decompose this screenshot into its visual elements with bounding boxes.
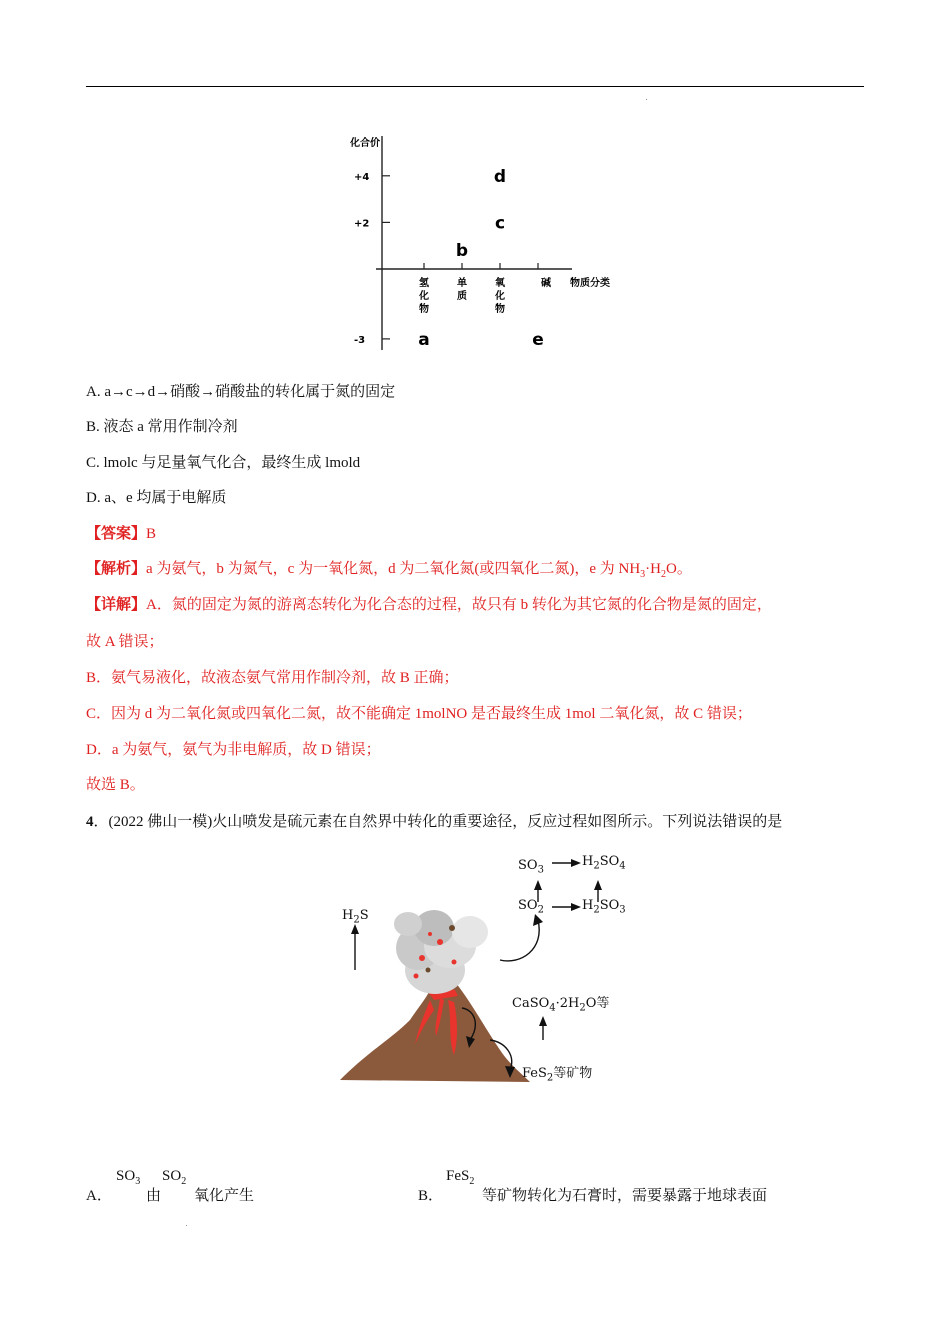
h2so3-sub2: 3 bbox=[619, 904, 626, 916]
detail-line-4: C．因为 d 为二氧化氮或四氧化二氮，故不能确定 1molNO 是否最终生成 1mol 二氧化氮，故 C 错误； bbox=[86, 706, 752, 722]
detail-tag: 【详解】 bbox=[86, 597, 147, 613]
label-h2s bbox=[342, 908, 369, 926]
optB-f-sub: 2 bbox=[469, 1176, 475, 1187]
detail-line-6: 故选 B。 bbox=[86, 777, 145, 793]
h2so4-h: H bbox=[582, 854, 594, 869]
valence-chart bbox=[340, 128, 620, 353]
h2so3-h: H bbox=[582, 898, 594, 913]
point-b: b bbox=[455, 241, 469, 261]
detail-line-2: 故 A 错误； bbox=[86, 634, 164, 650]
fes2-text: FeS bbox=[522, 1066, 547, 1081]
label-caso4 bbox=[512, 992, 609, 1014]
footer-dot bbox=[186, 1225, 187, 1226]
q3-option-b: B. 液态 a 常用作制冷剂 bbox=[86, 419, 238, 435]
optA-f1: SO bbox=[116, 1168, 136, 1184]
optA-label: A． bbox=[86, 1188, 112, 1204]
analysis-tag: 【解析】 bbox=[86, 561, 147, 577]
h2so4-mid: SO bbox=[599, 854, 620, 869]
h2so3-sub1: 2 bbox=[593, 904, 600, 916]
answer-value: B bbox=[146, 526, 157, 542]
optB-formula bbox=[446, 1168, 474, 1187]
x-category-label: 氧化物 bbox=[495, 278, 505, 315]
volcano-art bbox=[330, 850, 630, 1090]
q4-option-a bbox=[86, 1168, 386, 1208]
point-c: c bbox=[494, 213, 506, 234]
label-fes2 bbox=[522, 1062, 592, 1084]
optB-post: 等矿物转化为石膏时，需要暴露于地球表面 bbox=[482, 1188, 768, 1204]
y-tick-label: +2 bbox=[354, 218, 370, 230]
analysis-sub: 3 bbox=[640, 569, 646, 580]
header-rule bbox=[86, 86, 864, 87]
header-dot bbox=[646, 99, 647, 100]
caso4-post: O等 bbox=[585, 996, 610, 1011]
h2s-h: H bbox=[342, 908, 354, 923]
optA-mid: 由 bbox=[146, 1188, 162, 1204]
point-a: a bbox=[418, 329, 430, 350]
fes2-post: 等矿物 bbox=[553, 1066, 593, 1081]
detail-line-5: D．a 为氨气，氨气为非电解质，故 D 错误； bbox=[86, 742, 381, 758]
so2-text: SO bbox=[518, 898, 538, 913]
h2so3-mid: SO bbox=[599, 898, 620, 913]
optA-f2-sub: 2 bbox=[181, 1176, 187, 1187]
optA-formula1 bbox=[116, 1168, 140, 1187]
point-e: e bbox=[532, 329, 544, 350]
label-so2 bbox=[518, 898, 544, 916]
analysis-line bbox=[86, 559, 692, 585]
label-h2so4 bbox=[582, 854, 626, 872]
x-category-label: 氢化物 bbox=[419, 278, 429, 315]
y-tick-label: +4 bbox=[354, 171, 370, 183]
analysis-sub: 2 bbox=[660, 569, 666, 580]
y-ticks bbox=[354, 172, 390, 346]
optA-formula2 bbox=[162, 1168, 186, 1187]
x-category-label: 碱 bbox=[541, 278, 551, 289]
h2so4-sub2: 4 bbox=[619, 860, 626, 872]
h2s-s: S bbox=[359, 908, 369, 923]
so3-sub: 3 bbox=[537, 864, 544, 876]
caso4-mid: ·2H bbox=[555, 996, 580, 1011]
x-categories bbox=[418, 263, 551, 315]
fes2-sub: 2 bbox=[546, 1072, 554, 1084]
caso4-text: CaSO bbox=[512, 996, 550, 1011]
detail-line-1 bbox=[86, 595, 772, 615]
x-category-label: 单质 bbox=[457, 278, 467, 302]
q3-option-a: A. a→c→d→硝酸→硝酸盐的转化属于氮的固定 bbox=[86, 384, 396, 400]
optA-f2: SO bbox=[162, 1168, 182, 1184]
point-d: d bbox=[493, 166, 507, 187]
detail-text: A．氮的固定为氮的游离态转化为化合态的过程，故只有 b 转化为其它氮的化合物是氮的固定， bbox=[146, 597, 772, 613]
volcano-sulfur-diagram bbox=[330, 850, 630, 1090]
q4-number: 4 bbox=[86, 814, 94, 830]
optB-f: FeS bbox=[446, 1168, 470, 1184]
analysis-mid: ·H bbox=[645, 561, 661, 577]
answer-line bbox=[86, 524, 156, 544]
h2so4-sub1: 2 bbox=[593, 860, 600, 872]
caso4-sub: 4 bbox=[549, 1002, 556, 1014]
so3-text: SO bbox=[518, 858, 538, 873]
detail-line-3: B．氨气易液化，故液态氨气常用作制冷剂，故 B 正确； bbox=[86, 670, 459, 686]
h2s-sub: 2 bbox=[353, 914, 360, 926]
analysis-text: a 为氨气，b 为氮气，c 为一氧化氮，d 为二氧化氮(或四氧化二氮)，e 为 NH bbox=[146, 561, 641, 577]
label-so3 bbox=[518, 858, 544, 876]
y-axis-label: 化合价 bbox=[350, 138, 380, 149]
optB-label: B． bbox=[418, 1188, 444, 1204]
so2-sub: 2 bbox=[537, 904, 544, 916]
q4-stem bbox=[86, 812, 782, 832]
y-tick-label: -3 bbox=[354, 334, 366, 346]
x-axis-label: 物质分类 bbox=[570, 278, 610, 289]
analysis-post: O。 bbox=[665, 561, 692, 577]
caso4-sub2: 2 bbox=[579, 1002, 586, 1014]
data-points bbox=[418, 167, 544, 350]
answer-tag: 【答案】 bbox=[86, 526, 147, 542]
q4-stem-text: ．(2022 佛山一模)火山喷发是硫元素在自然界中转化的重要途径，反应过程如图所示。下列说法错误的是 bbox=[93, 814, 783, 830]
q4-option-b bbox=[418, 1168, 858, 1208]
label-h2so3 bbox=[582, 898, 626, 916]
optA-f1-sub: 3 bbox=[135, 1176, 141, 1187]
q3-option-c: C. lmolc 与足量氧气化合，最终生成 lmold bbox=[86, 455, 361, 471]
q3-option-d: D. a、e 均属于电解质 bbox=[86, 490, 227, 506]
optA-post: 氧化产生 bbox=[194, 1188, 255, 1204]
